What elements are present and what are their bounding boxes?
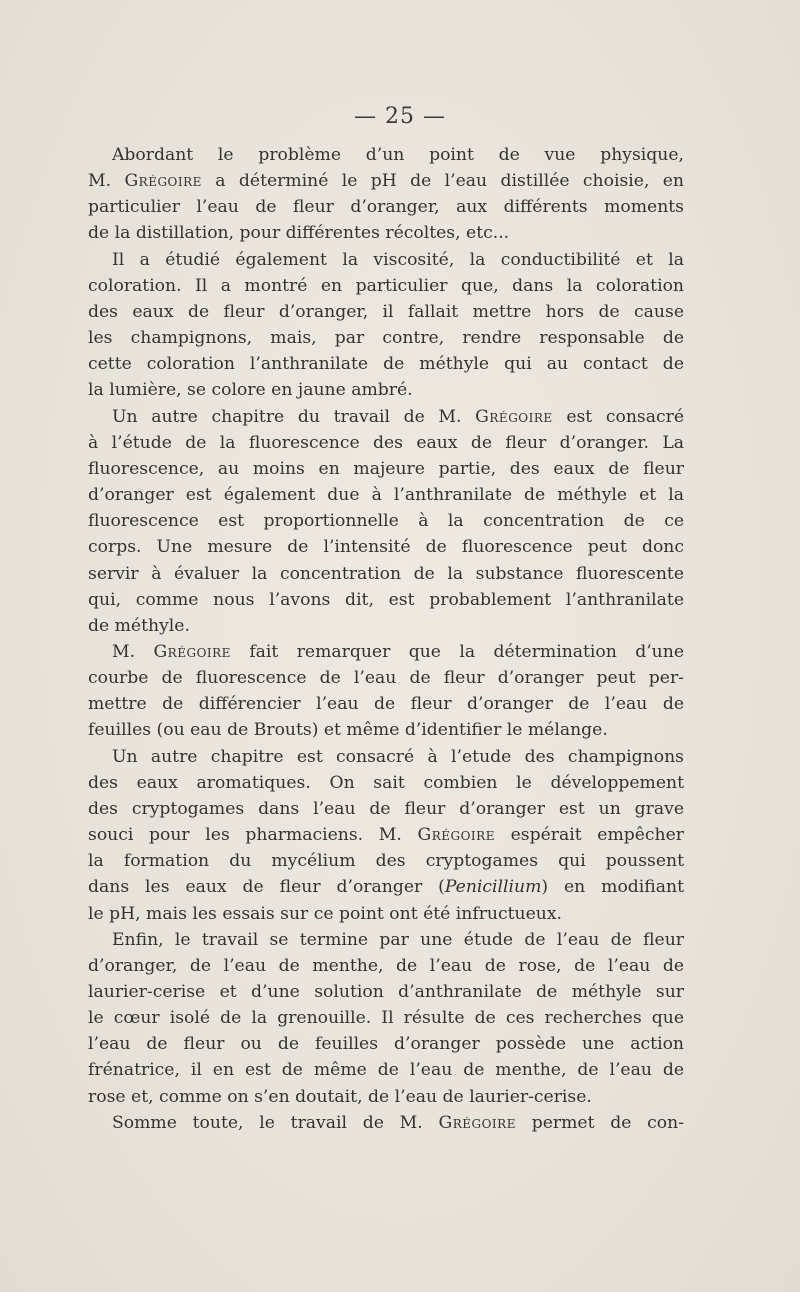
text-line	[88, 1084, 684, 1110]
text-segment: particulier l’eau de fleur d’oranger, aux différents moments	[88, 197, 684, 218]
text-segment: de méthyle.	[88, 615, 190, 636]
text-segment: dans les eaux de fleur d’oranger (	[88, 877, 445, 898]
text-line	[88, 377, 684, 403]
text-line	[88, 299, 684, 325]
text-line	[88, 1057, 684, 1083]
text-line	[88, 796, 684, 822]
text-segment: Il a étudié également la viscosité, la conductibilité et la	[112, 249, 684, 270]
text-line	[88, 953, 684, 979]
text-line	[88, 665, 684, 691]
text-line	[88, 848, 684, 874]
text-segment: les champignons, mais, par contre, rendre responsable de	[88, 328, 684, 349]
text-segment: M.	[112, 641, 154, 662]
text-segment: frénatrice, il en est de même de l’eau de menthe, de l’eau de	[88, 1060, 684, 1081]
text-segment: qui, comme nous l’avons dit, est probablement l’anthranilate	[88, 589, 684, 610]
text-segment: courbe de fluorescence de l’eau de fleur d’oranger peut per-	[88, 668, 684, 689]
text-segment: coloration. Il a montré en particulier que, dans la coloration	[88, 275, 684, 296]
text-segment: Un autre chapitre est consacré à l’etude des champignons	[112, 746, 684, 767]
text-segment: le pH, mais les essais sur ce point ont été infructueux.	[88, 903, 562, 924]
text-line	[88, 639, 684, 665]
text-segment: à l’étude de la fluorescence des eaux de fleur d’oranger. La	[88, 432, 684, 453]
author-name: Grégoire	[153, 641, 231, 662]
text-line	[88, 1031, 684, 1057]
text-line	[88, 534, 684, 560]
text-line	[88, 351, 684, 377]
text-segment: de la distillation, pour différentes récoltes, etc...	[88, 223, 510, 244]
text-line	[88, 194, 684, 220]
text-segment: souci pour les pharmaciens. M.	[88, 825, 418, 846]
body-text	[88, 142, 684, 1136]
text-segment: M.	[88, 171, 125, 192]
page-number: — 25 —	[354, 104, 446, 129]
text-segment: Somme toute, le travail de M.	[112, 1112, 439, 1133]
text-line	[88, 717, 684, 743]
text-segment: laurier-cerise et d’une solution d’anthranilate de méthyle sur	[88, 982, 684, 1002]
text-line	[88, 874, 684, 900]
text-line	[88, 613, 684, 639]
text-segment: le cœur isolé de la grenouille. Il résulte de ces recherches que	[88, 1008, 684, 1029]
text-line	[88, 744, 684, 770]
text-segment: des cryptogames dans l’eau de fleur d’oranger est un grave	[88, 798, 684, 819]
text-segment: Abordant le problème d’un point de vue physique,	[112, 145, 684, 165]
text-segment: est consacré	[552, 406, 685, 427]
text-line	[88, 927, 684, 953]
text-line	[88, 273, 684, 299]
italic-term: Penicillium	[444, 877, 542, 898]
text-segment: l’eau de fleur ou de feuilles d’oranger possède une action	[88, 1034, 684, 1055]
text-line	[88, 770, 684, 796]
text-segment: mettre de différencier l’eau de fleur d’oranger de l’eau de	[88, 694, 684, 715]
text-line	[88, 979, 684, 1005]
text-segment: des eaux aromatiques. On sait combien le développement	[88, 772, 684, 793]
text-segment: Un autre chapitre du travail de M.	[112, 406, 476, 427]
text-segment: cette coloration l’anthranilate de méthyle qui au contact de	[88, 354, 684, 375]
author-name: Grégoire	[475, 406, 553, 427]
text-segment: d’oranger est également due à l’anthranilate de méthyle et la	[88, 485, 684, 506]
text-segment: ) en modifiant	[541, 877, 684, 898]
author-name: Grégoire	[124, 171, 202, 192]
text-line	[88, 587, 684, 613]
text-line	[88, 691, 684, 717]
text-line	[88, 508, 684, 534]
text-line	[88, 325, 684, 351]
author-name: Grégoire	[438, 1112, 516, 1133]
text-line	[88, 220, 684, 246]
text-line	[88, 1005, 684, 1031]
text-line	[88, 482, 684, 508]
text-line	[88, 142, 684, 168]
text-line	[88, 247, 684, 273]
text-segment: fluorescence est proportionnelle à la concentration de ce	[88, 511, 684, 532]
text-segment: la lumière, se colore en jaune ambré.	[88, 380, 413, 401]
text-line	[88, 901, 684, 927]
text-segment: feuilles (ou eau de Brouts) et même d’identifier le mélange.	[88, 720, 608, 741]
text-segment: a déterminé le pH de l’eau distillée choisie, en	[201, 171, 685, 192]
text-line	[88, 430, 684, 456]
text-segment: corps. Une mesure de l’intensité de fluorescence peut donc	[88, 537, 684, 558]
text-segment: rose et, comme on s’en doutait, de l’eau de laurier-cerise.	[88, 1086, 592, 1107]
text-segment: permet de con-	[515, 1112, 685, 1133]
text-line	[88, 456, 684, 482]
text-line	[88, 822, 684, 848]
text-segment: espérait empêcher	[494, 825, 685, 846]
text-segment: servir à évaluer la concentration de la substance fluorescente	[88, 563, 684, 584]
text-segment: d’oranger, de l’eau de menthe, de l’eau de rose, de l’eau de	[88, 955, 684, 976]
text-line	[88, 1110, 684, 1136]
text-line	[88, 168, 684, 194]
author-name: Grégoire	[417, 825, 495, 846]
text-segment: Enfin, le travail se termine par une étude de l’eau de fleur	[112, 929, 684, 950]
text-line	[88, 561, 684, 587]
text-segment: la formation du mycélium des cryptogames qui poussent	[88, 851, 684, 872]
text-line	[88, 404, 684, 430]
text-segment: fait remarquer que la détermination d’une	[230, 641, 684, 662]
text-segment: des eaux de fleur d’oranger, il fallait mettre hors de cause	[88, 301, 684, 322]
text-segment: fluorescence, au moins en majeure partie, des eaux de fleur	[88, 458, 684, 479]
